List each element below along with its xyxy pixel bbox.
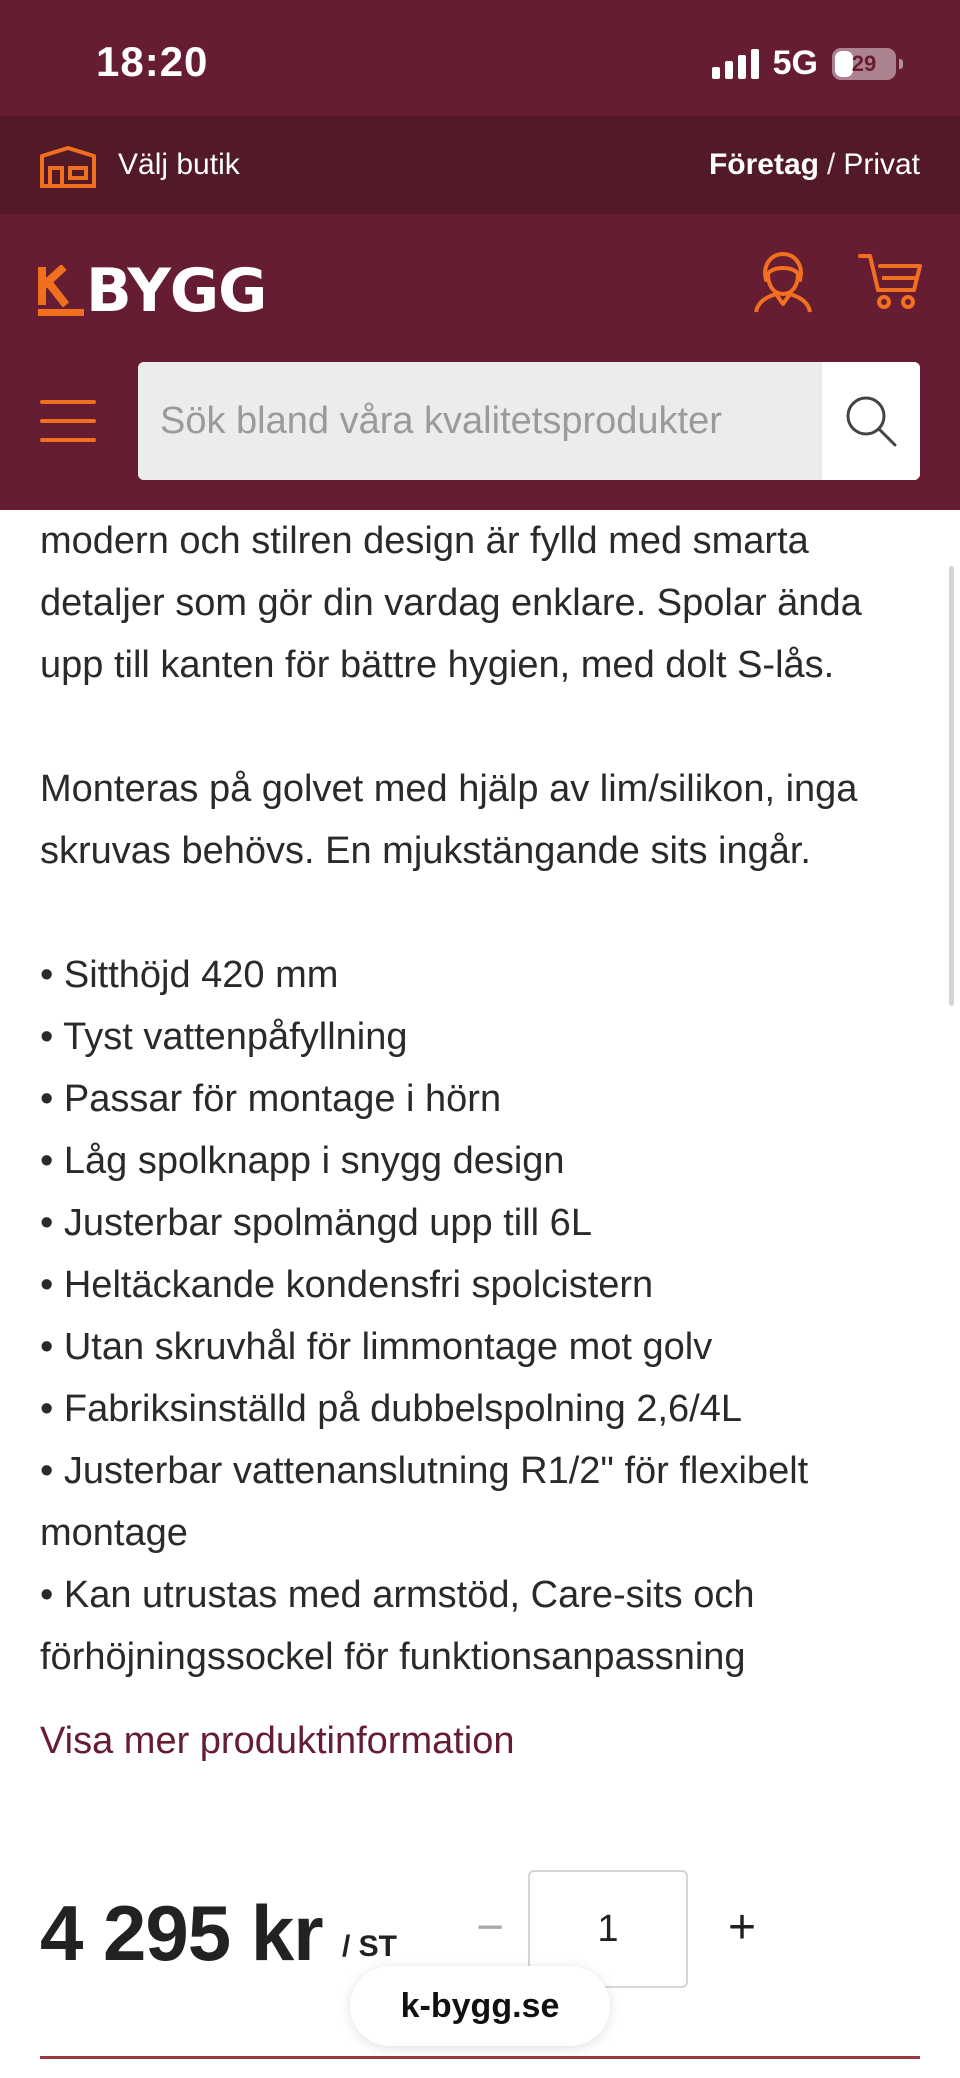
search-input[interactable] (138, 362, 822, 480)
cart-icon[interactable] (858, 250, 924, 312)
network-type: 5G (772, 44, 818, 82)
description-intro: modern och stilren design är fylld med smarta detaljer som gör din vardag enklare. Spolar ända upp till kanten för bättre hygien, med dolt S-lås. (40, 520, 862, 686)
select-store-link[interactable]: Välj butik (118, 148, 240, 181)
store-icon[interactable] (38, 142, 98, 190)
status-time: 18:20 (96, 38, 209, 85)
quantity-input[interactable]: 1 (528, 1870, 688, 1988)
signal-icon (712, 49, 759, 79)
list-item: • Utan skruvhål för limmontage mot golv (40, 1326, 713, 1368)
list-item: • Justerbar spolmängd upp till 6L (40, 1202, 592, 1244)
product-description (40, 510, 920, 1772)
more-product-info-link[interactable]: Visa mer produktinformation (40, 1720, 515, 1762)
store-bar (0, 116, 960, 214)
quantity-increase-button[interactable]: + (712, 1898, 772, 1958)
feature-list (40, 944, 920, 1688)
status-bar (0, 0, 960, 116)
list-item: • Tyst vattenpåfyllning (40, 1016, 408, 1058)
business-toggle[interactable]: Företag (708, 148, 819, 181)
battery-icon (832, 48, 896, 80)
list-item: • Passar för montage i hörn (40, 1078, 502, 1120)
list-item: • Kan utrustas med armstöd, Care-sits och förhöjningssockel för funktionsanpassning (40, 1574, 755, 1678)
kbygg-logo[interactable] (38, 256, 266, 326)
site-header (0, 214, 960, 510)
status-indicators (712, 44, 896, 83)
search-bar (138, 362, 920, 480)
list-item: • Heltäckande kondensfri spolcistern (40, 1264, 654, 1306)
description-mounting: Monteras på golvet med hjälp av lim/silikon, inga skruvas behövs. En mjukstängande sits ingår. (40, 768, 858, 872)
customer-type-switch (709, 148, 920, 182)
logo-k-mark (38, 265, 84, 317)
divider (40, 2056, 920, 2059)
private-toggle[interactable]: Privat (843, 148, 920, 181)
list-item: • Låg spolknapp i snygg design (40, 1140, 565, 1182)
browser-url-bar[interactable]: k-bygg.se (350, 1966, 610, 2046)
quantity-decrease-button[interactable]: − (460, 1898, 520, 1958)
hamburger-menu-icon[interactable] (40, 400, 96, 442)
price-unit: / ST (342, 1930, 398, 1963)
search-button[interactable] (822, 362, 920, 480)
list-item: • Fabriksinställd på dubbelspolning 2,6/4L (40, 1388, 742, 1430)
logo-text: BYGG (86, 256, 267, 326)
list-item: • Justerbar vattenanslutning R1/2" för flexibelt montage (40, 1450, 809, 1554)
battery-level: 29 (851, 50, 877, 76)
customer-type-separator: / (826, 148, 836, 181)
product-price: 4 295 kr (40, 1889, 323, 1977)
account-icon[interactable] (752, 250, 814, 314)
scrollbar[interactable] (949, 566, 954, 1006)
list-item: • Sitthöjd 420 mm (40, 954, 339, 996)
search-icon (841, 391, 901, 451)
